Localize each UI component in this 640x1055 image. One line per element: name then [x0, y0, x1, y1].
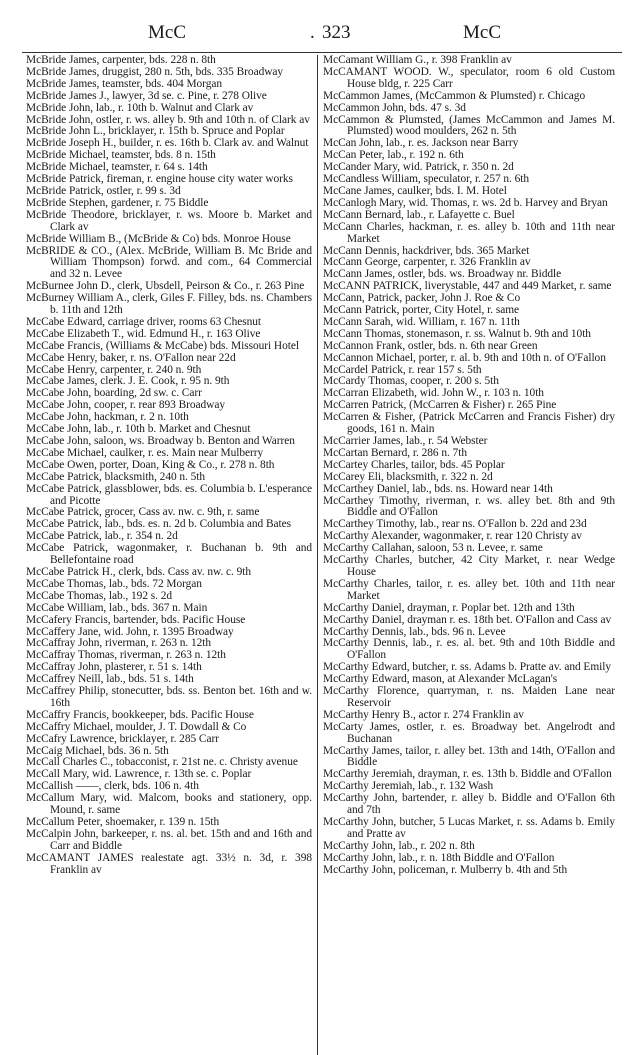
directory-entry: McCANN PATRICK, liverystable, 447 and 449 Market, r. same: [323, 280, 612, 293]
directory-entry: McBride John, lab., r. 10th b. Walnut and Clark av: [26, 101, 254, 114]
directory-entry: McCarthy Daniel, drayman r. es. 18th bet. O'Fallon and Cass av: [323, 613, 612, 626]
directory-entry: McCarthy Charles, butcher, 42 City Market, r. near Wedge House: [323, 554, 615, 578]
directory-entry: McCarthy Henry B., actor r. 274 Franklin av: [323, 708, 524, 721]
directory-entry: McCartan Bernard, r. 286 n. 7th: [323, 446, 467, 459]
directory-entry: McCaffray John, riverman, r. 263 n. 12th: [26, 637, 212, 650]
directory-entry: McCarthy Dennis, lab., r. es. al. bet. 9th and 10th Biddle and O'Fallon: [323, 637, 615, 662]
directory-entry: McCabe Patrick, blacksmith, 240 n. 5th: [26, 470, 206, 483]
directory-entry: McCarthy Jeremiah, lab., r. 132 Wash: [323, 780, 494, 793]
directory-entry: McCarthy Alexander, wagonmaker, r. rear 120 Christy av: [323, 530, 582, 543]
directory-entry: McCarthey Timothy, riverman, r. ws. alley bet. 8th and 9th Biddle and O'Fallon: [323, 494, 615, 519]
directory-entry: McCarran Elizabeth, wid. John W., r. 103 n. 10th: [323, 387, 544, 400]
directory-entry: McCann Patrick, porter, City Hotel, r. same: [323, 304, 520, 317]
directory-entry: McCann Thomas, stonemason, r. ss. Walnut b. 9th and 10th: [323, 327, 591, 340]
directory-entry: McCarthy John, policeman, r. Mulberry b. 4th and 5th: [323, 863, 568, 876]
directory-entry: McCallum Peter, shoemaker, r. 139 n. 15th: [26, 816, 220, 828]
page-header: [22, 22, 622, 50]
directory-entry: McCabe Michael, caulker, r. es. Main near Mulberry: [26, 446, 264, 459]
directory-entry: McCaffry Francis, bookkeeper, bds. Pacific House: [26, 708, 254, 721]
directory-entry: McCammon John, bds. 47 s. 3d: [323, 101, 466, 114]
directory-entry: McCabe Patrick, grocer, Cass av. nw. c. 9th, r. same: [26, 506, 260, 519]
directory-entry: McCalpin John, barkeeper, r. ns. al. bet. 15th and and 16th and Carr and Biddle: [26, 827, 312, 852]
directory-entry: McCabe Henry, baker, r. ns. O'Fallon near 22d: [26, 351, 236, 364]
directory-entry: McCan John, lab., r. es. Jackson near Barry: [323, 137, 519, 150]
directory-entry: McCafery Francis, bartender, bds. Pacific House: [26, 613, 246, 626]
directory-entry: McCarthy Edward, mason, at Alexander McLagan's: [323, 673, 558, 686]
directory-entry: McCabe Patrick, lab., bds. es. n. 2d b. Columbia and Bates: [26, 518, 292, 531]
directory-entry: McCAMANT JAMES realestate agt. 33½ n. 3d, r. 398 Franklin av: [26, 851, 312, 876]
directory-entry: McCarthy Dennis, lab., bds. 96 n. Levee: [323, 625, 506, 638]
directory-entry: McCabe Patrick, glassblower, bds. es. Columbia b. L'esperance and Picotte: [26, 482, 312, 507]
directory-entry: McCabe John, saloon, ws. Broadway b. Benton and Warren: [26, 435, 295, 447]
directory-entry: McCarthy Edward, butcher, r. ss. Adams b. Pratte av. and Emily: [323, 661, 612, 674]
directory-entry: McCann James, ostler, bds. ws. Broadway nr. Biddle: [323, 268, 562, 281]
directory-entry: McCarrier James, lab., r. 54 Webster: [323, 435, 488, 447]
directory-entry: McBride Patrick, fireman, r. engine house city water works: [26, 173, 293, 186]
directory-entry: McCarthy John, lab., r. 202 n. 8th: [323, 839, 475, 852]
directory-entry: McCamant William G., r. 398 Franklin av: [323, 54, 512, 66]
directory-entry: McBurney William A., clerk, Giles F. Filley, bds. ns. Chambers b. 11th and 12th: [26, 292, 312, 317]
directory-entry: McBride John, ostler, r. ws. alley b. 9th and 10th n. of Clark av: [26, 113, 310, 126]
directory-entry: McCammon James, (McCammon & Plumsted) r. Chicago: [323, 89, 586, 102]
directory-entry: McCabe Patrick, wagonmaker, r. Buchanan b. 9th and Bellefontaine road: [26, 542, 312, 567]
directory-entry: McBride Michael, teamster, bds. 8 n. 15th: [26, 149, 216, 162]
directory-entry: McCabe John, hackman, r. 2 n. 10th: [26, 411, 189, 424]
column-divider: [317, 55, 318, 1055]
directory-entry: McBride Theodore, bricklayer, r. ws. Moore b. Market and Clark av: [26, 208, 312, 233]
directory-entry: McCanlogh Mary, wid. Thomas, r. ws. 2d b. Harvey and Bryan: [323, 196, 608, 209]
directory-entry: McCarthy Florence, quarryman, r. ns. Maiden Lane near Reservoir: [323, 685, 615, 709]
directory-entry: McCann Bernard, lab., r. Lafayette c. Buel: [323, 208, 515, 221]
directory-entry: McCann Sarah, wid. William, r. 167 n. 11th: [323, 315, 520, 328]
directory-entry: McCabe Thomas, lab., 192 s. 2d: [26, 589, 173, 602]
directory-entry: McCander Mary, wid. Patrick, r. 350 n. 2d: [323, 161, 514, 174]
directory-entry: McCarthy John, bartender, r. alley b. Biddle and O'Fallon 6th and 7th: [323, 792, 615, 817]
left-column: [26, 55, 312, 877]
directory-entry: McCarthy Callahan, saloon, 53 n. Levee, r. same: [323, 542, 543, 555]
directory-entry: McCaffrey Philip, stonecutter, bds. ss. Benton bet. 16th and w. 16th: [26, 685, 312, 709]
directory-entry: McCarthey Daniel, lab., bds. ns. Howard near 14th: [323, 482, 553, 495]
directory-entry: McCabe Francis, (Williams & McCabe) bds. Missouri Hotel: [26, 339, 299, 352]
directory-entry: McCabe John, lab., r. 10th b. Market and Chesnut: [26, 423, 251, 436]
header-left-guide-word: McC: [148, 22, 186, 43]
directory-entry: McCaffrey Neill, lab., bds. 51 s. 14th: [26, 673, 194, 686]
directory-entry: McCaffery Jane, wid. John, r. 1395 Broadway: [26, 625, 234, 638]
directory-entry: McCafry Lawrence, bricklayer, r. 285 Carr: [26, 732, 219, 745]
directory-entry: McCaig Michael, bds. 36 n. 5th: [26, 744, 169, 757]
directory-entry: McCaffray John, plasterer, r. 51 s. 14th: [26, 661, 202, 674]
directory-entry: McCardel Patrick, r. rear 157 s. 5th: [323, 363, 482, 376]
directory-entry: McCann George, carpenter, r. 326 Franklin av: [323, 256, 531, 269]
directory-entry: McCabe Owen, porter, Doan, King & Co., r. 278 n. 8th: [26, 458, 275, 471]
directory-entry: McCannon Frank, ostler, bds. n. 6th near Green: [323, 339, 538, 352]
directory-entry: McCarthy Jeremiah, drayman, r. es. 13th b. Biddle and O'Fallon: [323, 768, 612, 781]
directory-entry: McCaffry Michael, moulder, J. T. Dowdall & Co: [26, 720, 247, 733]
directory-entry: McCall Charles C., tobacconist, r. 21st ne. c. Christy avenue: [26, 756, 298, 769]
directory-entry: McCarthy John, butcher, 5 Lucas Market, r. ss. Adams b. Emily and Pratte av: [323, 816, 615, 840]
directory-entry: McBride Michael, teamster, r. 64 s. 14th: [26, 161, 208, 174]
directory-entry: McCann Dennis, hackdriver, bds. 365 Market: [323, 244, 530, 257]
directory-entry: McCAMANT WOOD. W., speculator, room 6 old Custom House bldg, r. 225 Carr: [323, 65, 615, 90]
directory-entry: McBride James J., lawyer, 3d se. c. Pine, r. 278 Olive: [26, 89, 267, 102]
directory-entry: McCammon & Plumsted, (James McCammon and James M. Plumsted) wood moulders, 262 n. 5th: [323, 113, 615, 138]
header-right-guide-word: McC: [463, 22, 501, 43]
directory-entry: McCabe James, clerk. J. E. Cook, r. 95 n. 9th: [26, 375, 230, 388]
directory-entry: McCabe Edward, carriage driver, rooms 63 Chesnut: [26, 315, 262, 328]
right-column: [323, 55, 615, 877]
directory-entry: McBride James, teamster, bds. 404 Morgan: [26, 77, 223, 90]
header-dot: .: [310, 22, 315, 43]
header-rule: [22, 52, 622, 53]
directory-entry: McCarthy John, lab., r. n. 18th Biddle and O'Fallon: [323, 851, 555, 864]
directory-entry: McBride Stephen, gardener, r. 75 Biddle: [26, 196, 209, 209]
page-number: 323: [322, 22, 351, 43]
directory-entry: McCann, Patrick, packer, John J. Roe & Co: [323, 292, 521, 305]
directory-entry: McBurnee John D., clerk, Ubsdell, Peirson & Co., r. 263 Pine: [26, 280, 305, 293]
directory-entry: McCabe Henry, carpenter, r. 240 n. 9th: [26, 363, 202, 376]
directory-entry: McCallish ——, clerk, bds. 106 n. 4th: [26, 780, 199, 793]
directory-entry: McCarey Eli, blacksmith, r. 322 n. 2d: [323, 470, 493, 483]
directory-entry: McCarren Patrick, (McCarren & Fisher) r. 265 Pine: [323, 399, 557, 412]
directory-entry: McBride James, druggist, 280 n. 5th, bds. 335 Broadway: [26, 65, 284, 78]
directory-entry: McCabe Patrick, lab., r. 354 n. 2d: [26, 530, 178, 543]
directory-entry: McCabe Patrick H., clerk, bds. Cass av. nw. c. 9th: [26, 565, 252, 578]
directory-entry: McCarthey Timothy, lab., rear ns. O'Fallon b. 22d and 23d: [323, 518, 587, 531]
directory-entry: McCabe William, lab., bds. 367 n. Main: [26, 601, 208, 614]
directory-entry: McBride John L., bricklayer, r. 15th b. Spruce and Poplar: [26, 125, 285, 138]
directory-entry: McBride Patrick, ostler, r. 99 s. 3d: [26, 184, 181, 197]
directory-entry: McCarthy James, tailor, r. alley bet. 13th and 14th, O'Fallon and Biddle: [323, 744, 615, 769]
directory-entry: McBride William B., (McBride & Co) bds. Monroe House: [26, 232, 291, 245]
directory-entry: McBride Joseph H., builder, r. es. 16th b. Clark av. and Walnut: [26, 137, 309, 150]
directory-entry: McCallum Mary, wid. Malcom, books and stationery, opp. Mound, r. same: [26, 792, 312, 817]
directory-entry: McCartey Charles, tailor, bds. 45 Poplar: [323, 458, 505, 471]
directory-entry: McCarty James, ostler, r. es. Broadway bet. Angelrodt and Buchanan: [323, 720, 615, 745]
directory-entry: McCandless William, speculator, r. 257 n. 6th: [323, 173, 530, 186]
directory-entry: McBride James, carpenter, bds. 228 n. 8th: [26, 54, 216, 66]
directory-entry: McCabe Thomas, lab., bds. 72 Morgan: [26, 577, 202, 590]
directory-entry: McCannon Michael, porter, r. al. b. 9th and 10th n. of O'Fallon: [323, 351, 606, 364]
directory-entry: McBRIDE & CO., (Alex. McBride, William B. Mc Bride and William Thompson) forwd. and com., 64 Commercial and 32 n. Levee: [26, 244, 312, 281]
directory-entry: McCarthy Daniel, drayman, r. Poplar bet. 12th and 13th: [323, 601, 575, 614]
directory-entry: McCan Peter, lab., r. 192 n. 6th: [323, 149, 464, 162]
directory-entry: McCaffray Thomas, riverman, r. 263 n. 12th: [26, 649, 226, 662]
directory-entry: McCabe Elizabeth T., wid. Edmund H., r. 163 Olive: [26, 327, 261, 340]
directory-entry: McCall Mary, wid. Lawrence, r. 13th se. c. Poplar: [26, 768, 252, 781]
directory-entry: McCabe John, boarding, 2d sw. c. Carr: [26, 387, 202, 400]
directory-entry: McCarren & Fisher, (Patrick McCarren and Francis Fisher) dry goods, 161 n. Main: [323, 411, 615, 436]
directory-entry: McCane James, caulker, bds. I. M. Hotel: [323, 184, 507, 197]
directory-entry: McCardy Thomas, cooper, r. 200 s. 5th: [323, 375, 499, 388]
directory-entry: McCabe John, cooper, r. rear 893 Broadway: [26, 399, 225, 412]
directory-entry: McCarthy Charles, tailor, r. es. alley bet. 10th and 11th near Market: [323, 577, 615, 602]
directory-entry: McCann Charles, hackman, r. es. alley b. 10th and 11th near Market: [323, 220, 615, 245]
